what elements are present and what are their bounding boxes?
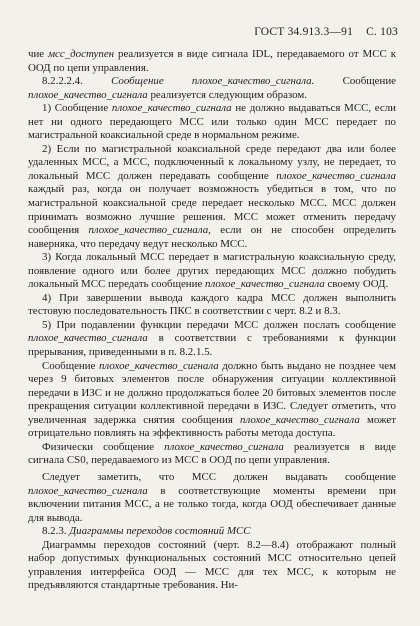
italic-term: плохое_качество_сигнала	[205, 278, 325, 291]
text-run: 2) Если по магистральной коаксиальной среде передают два или более удаленных МСС, а МСС, подключенный к локальному узлу, не передает, то локальный МСС должен передавать сообщение	[28, 142, 396, 182]
text-run: 8.2.3.	[42, 525, 70, 538]
text-run: может отрицательно повлиять на эффективность работы метода доступа.	[28, 413, 396, 440]
paragraph-p0	[28, 48, 396, 75]
text-run: Сообщение	[314, 75, 396, 88]
italic-term: плохое_качество_сигнала	[98, 359, 219, 372]
paragraph-p8	[28, 441, 396, 468]
text-run: в соответствующие моменты времени при включении питания МСС, а не только тогда, когда ООД обеспечивает данные для вывода.	[28, 484, 396, 524]
italic-term: Сообщение плохое_качество_сигнала.	[111, 75, 315, 88]
text-run: 3) Когда локальный МСС передает в магистральную коаксиальную среду, появление одного или более других передающих МСС должно побудить локальный МСС передать сообщение	[28, 251, 396, 291]
standard-number: ГОСТ 34.913.3—91	[254, 26, 354, 38]
text-run: Следует заметить, что МСС должен выдавать сообщение	[42, 470, 396, 483]
body-text	[28, 48, 396, 593]
text-run: своему ООД.	[324, 278, 389, 291]
italic-term: плохое_качество_сигнала	[240, 413, 360, 426]
text-run: 8.2.2.2.4.	[42, 75, 112, 88]
text-run: не должно выдаваться МСС, если нет ни одного передающего МСС или только один МСС передает по магистральной коаксиальной среде в нормальном режиме.	[28, 102, 396, 142]
paragraph-p10	[28, 525, 396, 539]
italic-term: плохое_качество_сигнала	[28, 332, 148, 345]
paragraph-p1	[28, 75, 396, 102]
paragraph-p2	[28, 102, 396, 143]
text-run: должно быть выдано не позднее чем через 9 битовых элементов после обнаружения ситуации коллективной передачи в ИЗС и не должно продолжаться более 20 битовых элементов после прекращения ситуации коллективной передачи в ИЗС. Следует отметить, что увеличенная задержка снятия сообщения	[28, 359, 396, 426]
italic-term: плохое_качество_сигнала	[28, 88, 148, 101]
italic-term: плохое_качество_сигнала	[28, 484, 148, 497]
paragraph-p5	[28, 292, 396, 319]
paragraph-p6	[28, 319, 396, 360]
text-run: если он не способен определить наверняка, что передачу ведут несколько МСС.	[28, 224, 396, 250]
page-header	[244, 26, 398, 38]
italic-term: мсс_доступен	[48, 48, 115, 60]
paragraph-p11	[28, 539, 396, 593]
italic-term: Диаграммы переходов состояний МСС	[69, 525, 251, 538]
paragraph-p9	[28, 471, 396, 525]
paragraph-p3	[28, 143, 396, 251]
italic-term: плохое_качество_сигнала	[164, 440, 284, 453]
italic-term: плохое_качество_сигнала	[276, 169, 396, 182]
paragraph-p7	[28, 360, 396, 441]
italic-term: плохое_качество_сигнала,	[88, 224, 211, 237]
text-run: Сообщение	[42, 359, 99, 372]
text-run: 4) При завершении вывода каждого кадра МСС должен выполнить тестовую последовательность ПКС в соответствии с черт. 8.2 и 8.3.	[28, 291, 396, 318]
text-run: реализуется в виде сигнала CS0, передаваемого из МСС в ООД по цепи управления.	[28, 440, 396, 467]
paragraph-p4	[28, 251, 396, 292]
text-run: чие	[28, 48, 49, 60]
text-run: каждый раз, когда он получает возможность убедиться в том, что по магистральной коаксиальной среде передает несколько МСС. МСС должен принимать возможно лучшие решения. МСС может отменить передачу сообщения	[28, 183, 396, 237]
text-run: Диаграммы переходов состояний (черт. 8.2—8.4) отображают полный набор допустимых функциональных состояний МСС относительно цепей управления интерфейса ООД — МСС для тех МСС, к которым не предъявляются стандартные требования. Ни-	[28, 538, 396, 592]
text-run: реализуется в виде сигнала IDL, передаваемого от МСС к ООД по цепи управления.	[28, 48, 396, 74]
italic-term: плохое_качество_сигнала	[111, 102, 232, 115]
text-run: в соответствии с требованиями к функции прерывания, приведенными в п. 8.2.1.5.	[28, 332, 396, 359]
page-number: С. 103	[366, 26, 398, 38]
text-run: реализуется следующим образом.	[147, 88, 307, 101]
text-run: 5) При подавлении функции передачи МСС должен послать сообщение	[42, 318, 396, 331]
text-run: 1) Сообщение	[42, 102, 112, 115]
text-run: Физически сообщение	[42, 440, 165, 453]
